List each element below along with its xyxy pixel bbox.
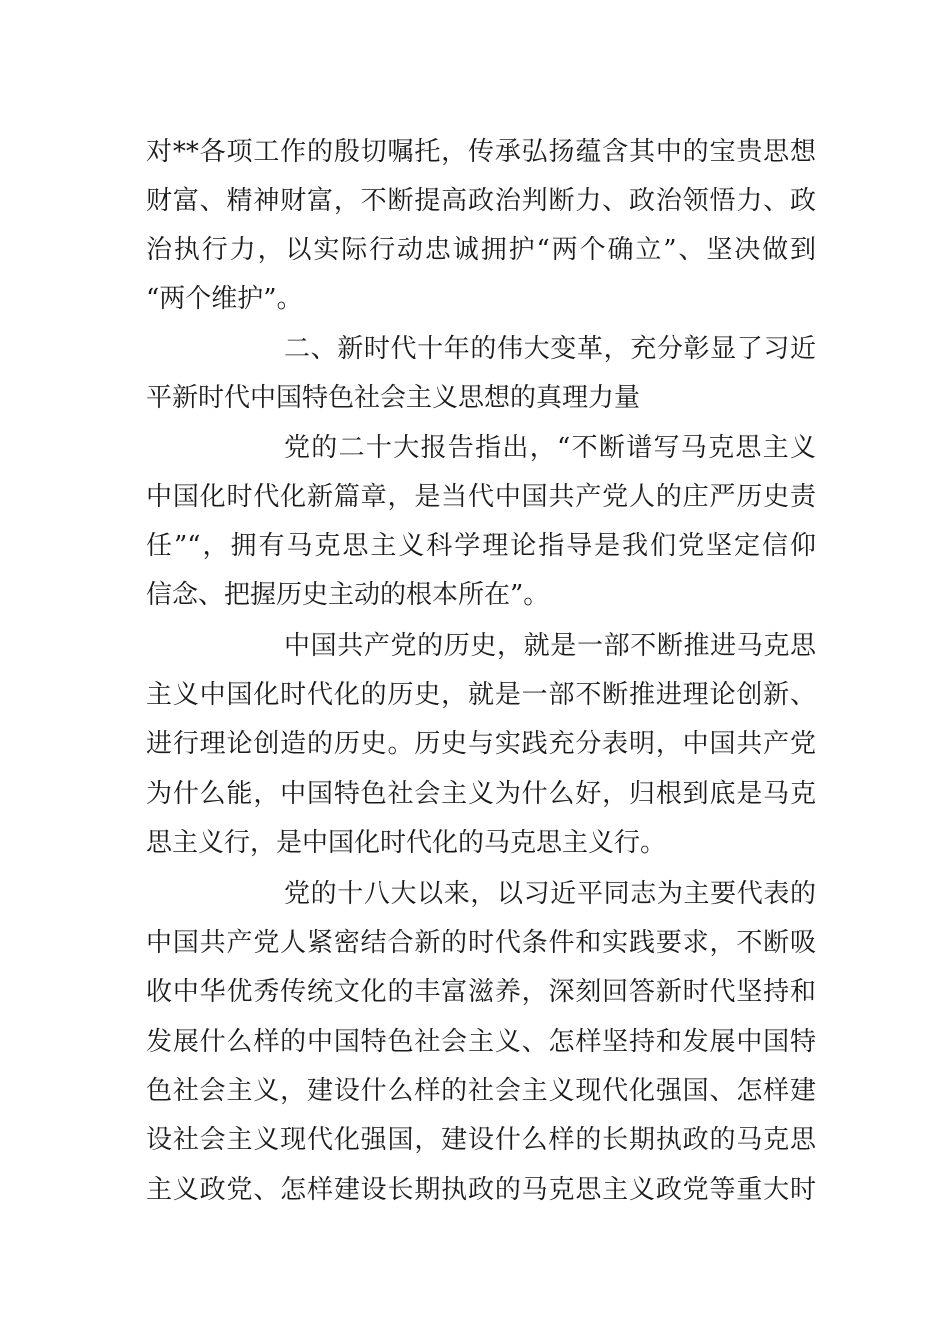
body-text-line: 为什么能，中国特色社会主义为什么好，归根到底是马克 — [146, 779, 816, 809]
body-text-line: 信念、把握历史主动的根本所在”。 — [146, 580, 550, 610]
body-text-line: 收中华优秀传统文化的丰富滋养，深刻回答新时代坚持和 — [146, 977, 816, 1007]
body-text-line: 党的二十大报告指出，“不断谱写马克思主义 — [284, 433, 816, 463]
body-text-line: 对**各项工作的殷切嘱托，传承弘扬蕴含其中的宝贵思想 — [146, 137, 816, 167]
body-text-line: 进行理论创造的历史。历史与实践充分表明，中国共产党 — [146, 729, 816, 759]
body-text-line: 思主义行，是中国化时代化的马克思主义行。 — [146, 828, 667, 858]
body-text-line: 色社会主义，建设什么样的社会主义现代化强国、怎样建 — [146, 1076, 816, 1106]
body-text-line: 设社会主义现代化强国，建设什么样的长期执政的马克思 — [146, 1125, 816, 1155]
section-heading-line: 二、新时代十年的伟大变革，充分彰显了习近 — [284, 334, 816, 364]
section-heading-line: 平新时代中国特色社会主义思想的真理力量 — [146, 383, 641, 413]
body-text-line: 中国化时代化新篇章，是当代中国共产党人的庄严历史责 — [146, 482, 816, 512]
body-text-line: 财富、精神财富，不断提高政治判断力、政治领悟力、政 — [146, 186, 816, 216]
body-text-line: 中国共产党的历史，就是一部不断推进马克思 — [284, 631, 816, 661]
body-text-line: 主义政党、怎样建设长期执政的马克思主义政党等重大时 — [146, 1175, 816, 1205]
body-text-line: “两个维护”。 — [146, 284, 303, 314]
body-text-line: 任”“，拥有马克思主义科学理论指导是我们党坚定信仰 — [146, 531, 816, 561]
body-text-line: 主义中国化时代化的历史，就是一部不断推进理论创新、 — [146, 680, 816, 710]
body-text-line: 治执行力，以实际行动忠诚拥护“两个确立”、坚决做到 — [146, 235, 816, 265]
body-text-line: 中国共产党人紧密结合新的时代条件和实践要求，不断吸 — [146, 928, 816, 958]
body-text-line: 党的十八大以来，以习近平同志为主要代表的 — [284, 879, 816, 909]
body-text-line: 发展什么样的中国特色社会主义、怎样坚持和发展中国特 — [146, 1027, 816, 1057]
